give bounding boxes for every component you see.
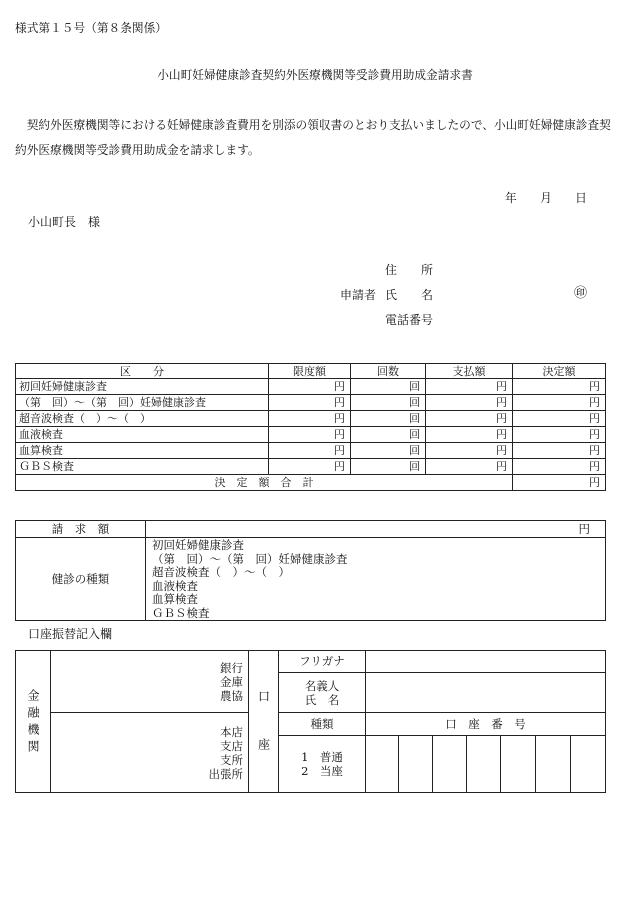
institution-type: 銀行 <box>220 660 243 675</box>
fee-row-paid: 円 <box>426 459 513 475</box>
furigana-field <box>366 651 606 673</box>
institution-cell <box>16 651 51 793</box>
applicant-name-label: 氏 名 <box>385 288 440 302</box>
fee-table <box>15 363 606 491</box>
fee-row-decided: 円 <box>513 459 606 475</box>
fee-row-limit: 円 <box>269 395 351 411</box>
fee-row-decided: 円 <box>513 379 606 395</box>
fee-row <box>16 379 606 395</box>
fee-header-limit: 限度額 <box>269 364 351 379</box>
fee-total-unit: 円 <box>513 475 606 491</box>
fee-header-decided: 決定額 <box>513 364 606 379</box>
fee-row <box>16 443 606 459</box>
fee-row <box>16 395 606 411</box>
account-label-cell <box>249 651 279 793</box>
fee-row-decided: 円 <box>513 395 606 411</box>
claim-type-row <box>16 538 606 621</box>
institution-label: 金融機関 <box>26 688 40 757</box>
account-type-label: 種類 <box>279 713 366 736</box>
date-line: 年 月 日 <box>505 191 587 205</box>
fee-row-category: 超音波検査（ ）～（ ） <box>16 411 269 427</box>
account-number-label: 口 座 番 号 <box>366 713 606 736</box>
fee-header-row <box>16 364 606 379</box>
fee-row-paid: 円 <box>426 379 513 395</box>
fee-row-count: 回 <box>351 459 426 475</box>
fee-row-paid: 円 <box>426 443 513 459</box>
account-row-type-header <box>16 713 606 736</box>
document-title: 小山町妊婦健康診査契約外医療機関等受診費用助成金請求書 <box>157 68 473 82</box>
fee-row-count: 回 <box>351 427 426 443</box>
holder-label-line: 氏 名 <box>304 692 340 707</box>
branch-type: 本店 <box>220 724 243 739</box>
account-number-digit-box <box>571 736 606 793</box>
institution-type: 農協 <box>220 688 243 703</box>
account-number-digit-box <box>433 736 467 793</box>
claim-type-list <box>146 538 606 621</box>
account-number-digit-box <box>399 736 433 793</box>
fee-row <box>16 459 606 475</box>
claim-amount-label: 請 求 額 <box>16 521 146 538</box>
claim-type-item: （第 回）～（第 回）妊婦健康診査 <box>152 551 348 566</box>
fee-row-count: 回 <box>351 395 426 411</box>
applicant-role-label: 申請者 <box>340 288 377 302</box>
fee-row-category: 血液検査 <box>16 427 269 443</box>
holder-label-line: 名義人 <box>304 678 340 693</box>
fee-row-count: 回 <box>351 411 426 427</box>
fee-row-count: 回 <box>351 379 426 395</box>
claim-amount-row <box>16 521 606 538</box>
holder-label <box>279 673 366 713</box>
fee-row-decided: 円 <box>513 443 606 459</box>
body-line: 約外医療機関等受診費用助成金を請求します。 <box>15 143 260 157</box>
fee-header-paid: 支払額 <box>426 364 513 379</box>
account-number-digit-box <box>467 736 501 793</box>
claim-type-item: 超音波検査（ ）～（ ） <box>152 565 290 579</box>
claim-type-item: 血液検査 <box>152 578 198 593</box>
fee-header-count: 回数 <box>351 364 426 379</box>
account-label: 口座 <box>256 690 271 786</box>
account-row-furigana <box>16 651 606 673</box>
account-type-option: 2 当座 <box>301 764 343 778</box>
account-table <box>15 650 606 793</box>
account-number-digit-box <box>366 736 399 793</box>
fee-row-decided: 円 <box>513 411 606 427</box>
applicant-address-label: 住 所 <box>385 263 440 277</box>
fee-row-category: （第 回）～（第 回）妊婦健康診査 <box>16 395 269 411</box>
addressee: 小山町長 様 <box>28 215 101 229</box>
branch-type: 出張所 <box>208 766 243 781</box>
branch-type-cell <box>51 713 249 793</box>
body-paragraph <box>15 117 611 167</box>
claim-amount-unit: 円 <box>146 521 606 538</box>
fee-row-paid: 円 <box>426 411 513 427</box>
fee-row-count: 回 <box>351 443 426 459</box>
claim-type-item: ＧＢＳ検査 <box>152 605 210 620</box>
fee-total-row <box>16 475 606 491</box>
claim-type-label: 健診の種類 <box>16 538 146 621</box>
claim-table <box>15 520 606 621</box>
claim-type-item: 初回妊婦健康診査 <box>152 538 244 552</box>
institution-type-cell <box>51 651 249 713</box>
fee-header-category: 区 分 <box>16 364 269 379</box>
furigana-label: フリガナ <box>279 651 366 673</box>
fee-row-category: ＧＢＳ検査 <box>16 459 269 475</box>
fee-row-decided: 円 <box>513 427 606 443</box>
applicant-phone-label: 電話番号 <box>385 313 434 327</box>
fee-row-paid: 円 <box>426 427 513 443</box>
fee-row <box>16 427 606 443</box>
fee-row-limit: 円 <box>269 427 351 443</box>
branch-type: 支店 <box>220 738 243 753</box>
account-section-title: 口座振替記入欄 <box>28 627 113 641</box>
account-number-digit-box <box>501 736 536 793</box>
fee-row-category: 血算検査 <box>16 443 269 459</box>
fee-row <box>16 411 606 427</box>
fee-row-category: 初回妊婦健康診査 <box>16 379 269 395</box>
claim-type-item: 血算検査 <box>152 592 198 606</box>
account-type-options <box>279 736 366 793</box>
account-number-digit-box <box>536 736 571 793</box>
fee-row-limit: 円 <box>269 379 351 395</box>
body-line: 契約外医療機関等における妊婦健康診査費用を別添の領収書のとおり支払いましたので、小山町妊婦健康診査契 <box>15 118 611 132</box>
fee-row-limit: 円 <box>269 443 351 459</box>
holder-name-field <box>366 673 606 713</box>
fee-row-limit: 円 <box>269 459 351 475</box>
branch-type: 支所 <box>220 752 243 767</box>
form-number: 様式第１５号（第８条関係） <box>15 21 167 35</box>
account-type-option: 1 普通 <box>301 750 343 764</box>
seal-mark: ㊞ <box>574 286 588 301</box>
fee-total-label: 決 定 額 合 計 <box>16 475 513 491</box>
fee-row-limit: 円 <box>269 411 351 427</box>
fee-row-paid: 円 <box>426 395 513 411</box>
institution-type: 金庫 <box>220 674 243 689</box>
